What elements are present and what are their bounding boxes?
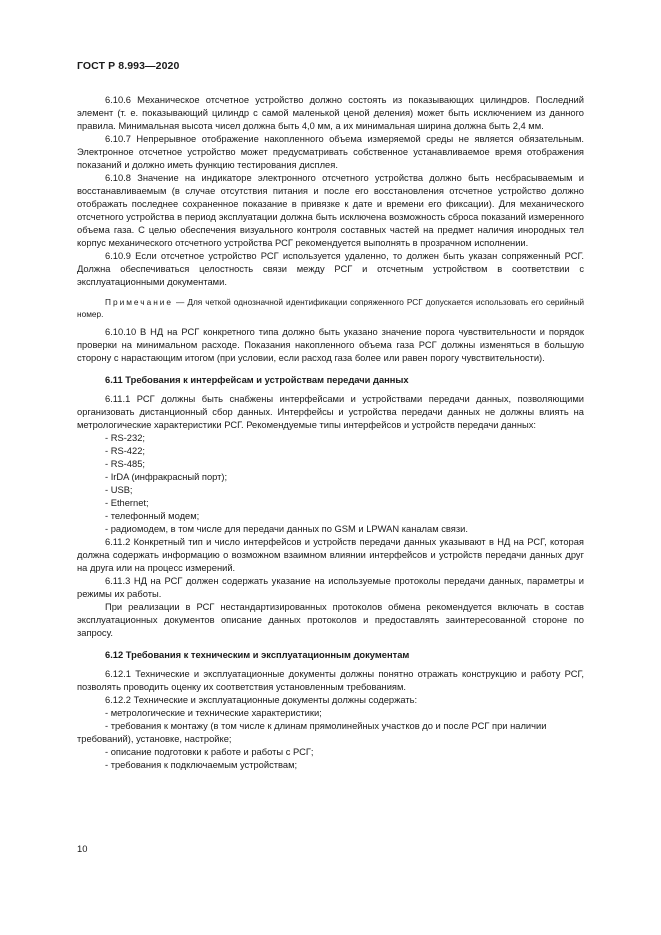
list-item: - RS-422; [105, 446, 145, 456]
list-item: - требования к подключаемым устройствам; [105, 760, 298, 770]
paragraph-6-10-8: 6.10.8 Значение на индикаторе электронного отсчетного устройства должно быть несбрасываемым и восстанавливаемым (в случае отсутствия питания и после его восстановления отсчетное устройство должно отображать последнее сохраненное показание в привязке к дате и времени его фиксации). Для механического отсчетного устройства в период эксплуатации должна быть исключена возможность сброса показаний измеренного объема газа. С целью обеспечения визуального контроля составных частей на предмет наличия инородных тел корпус механического отсчетного устройства РСГ рекомендуется выполнять в прозрачном исполнении. [77, 173, 584, 248]
paragraph-6-12-1: 6.12.1 Технические и эксплуатационные документы должны понятно отражать конструкцию и работу РСГ, позволять проводить оценку их соответствия установленным требованиям. [77, 669, 584, 692]
list-item: - телефонный модем; [105, 511, 200, 521]
list-item: - IrDA (инфракрасный порт); [105, 472, 228, 482]
paragraph-6-11-3: 6.11.3 НД на РСГ должен содержать указание на используемые протоколы передачи данных, параметры и режимы их работы. [77, 576, 584, 599]
list-item: - требования к монтажу (в том числе к длинам прямолинейных участков до и после РСГ при наличии требований), установке, настройке; [77, 721, 547, 744]
list-item: - описание подготовки к работе и работы с РСГ; [105, 747, 314, 757]
list-item: - RS-232; [105, 433, 145, 443]
document-body [77, 94, 584, 772]
paragraph-6-10-10: 6.10.10 В НД на РСГ конкретного типа должно быть указано значение порога чувствительности и порядок проверки на минимальном расходе. Показания накопленного объема газа РСГ должны изменяться в большую сторону с нарастающим итогом (при условии, если расход газа более или равен порогу чувствительности). [77, 327, 584, 363]
page-number: 10 [77, 843, 88, 854]
note-label: Примечание [105, 297, 174, 307]
list-item: - USB; [105, 485, 133, 495]
section-heading-6-11: 6.11 Требования к интерфейсам и устройствам передачи данных [105, 375, 409, 385]
paragraph-6-10-6: 6.10.6 Механическое отсчетное устройство должно состоять из показывающих цилиндров. Последний элемент (т. е. показывающий цилиндр с самой маленькой ценой деления) может быть исключением из данного правила. Минимальная высота чисел должна быть 4,0 мм, а их минимальная ширина должна быть 2,4 мм. [77, 95, 584, 131]
note-text: — Для четкой однозначной идентификации сопряженного РСГ допускается использовать его серийный номер. [77, 297, 584, 319]
paragraph-6-10-9: 6.10.9 Если отсчетное устройство РСГ используется удаленно, то должен быть указан сопряженный РСГ. Должна обеспечиваться целостность связи между РСГ и отсчетным устройством в соответствии с эксплуатационными документами. [77, 251, 584, 287]
paragraph-6-11-2: 6.11.2 Конкретный тип и число интерфейсов и устройств передачи данных указывают в НД на РСГ, которая должна содержать информацию о возможном взаимном влиянии интерфейсов и устройств передачи данных друг на друга или на процесс измерений. [77, 537, 584, 573]
list-item: - RS-485; [105, 459, 145, 469]
document-header: ГОСТ Р 8.993—2020 [77, 60, 180, 72]
paragraph-6-10-7: 6.10.7 Непрерывное отображение накопленного объема измеряемой среды не является обязательным. Электронное отсчетное устройство может предусматривать собственное устанавливаемое время отображения показаний и должно иметь функцию тестирования дисплея. [77, 134, 584, 170]
note [77, 296, 584, 320]
paragraph-6-11-1: 6.11.1 РСГ должны быть снабжены интерфейсами и устройствами передачи данных, позволяющими организовать дистанционный сбор данных. Интерфейсы и устройства передачи данных не должны влиять на метрологические характеристики РСГ. Рекомендуемые типы интерфейсов и устройств передачи данных: [77, 394, 584, 430]
section-heading-6-12: 6.12 Требования к техническим и эксплуатационным документам [105, 650, 410, 660]
paragraph-6-11-3-b: При реализации в РСГ нестандартизированных протоколов обмена рекомендуется включать в состав эксплуатационных документов описание данных протоколов и предоставлять заинтересованной стороне по запросу. [77, 602, 584, 638]
list-item: - радиомодем, в том числе для передачи данных по GSM и LPWAN каналам связи. [105, 524, 468, 534]
list-item: - Ethernet; [105, 498, 149, 508]
list-item: - метрологические и технические характеристики; [105, 708, 322, 718]
paragraph-6-12-2: 6.12.2 Технические и эксплуатационные документы должны содержать: [105, 695, 418, 705]
